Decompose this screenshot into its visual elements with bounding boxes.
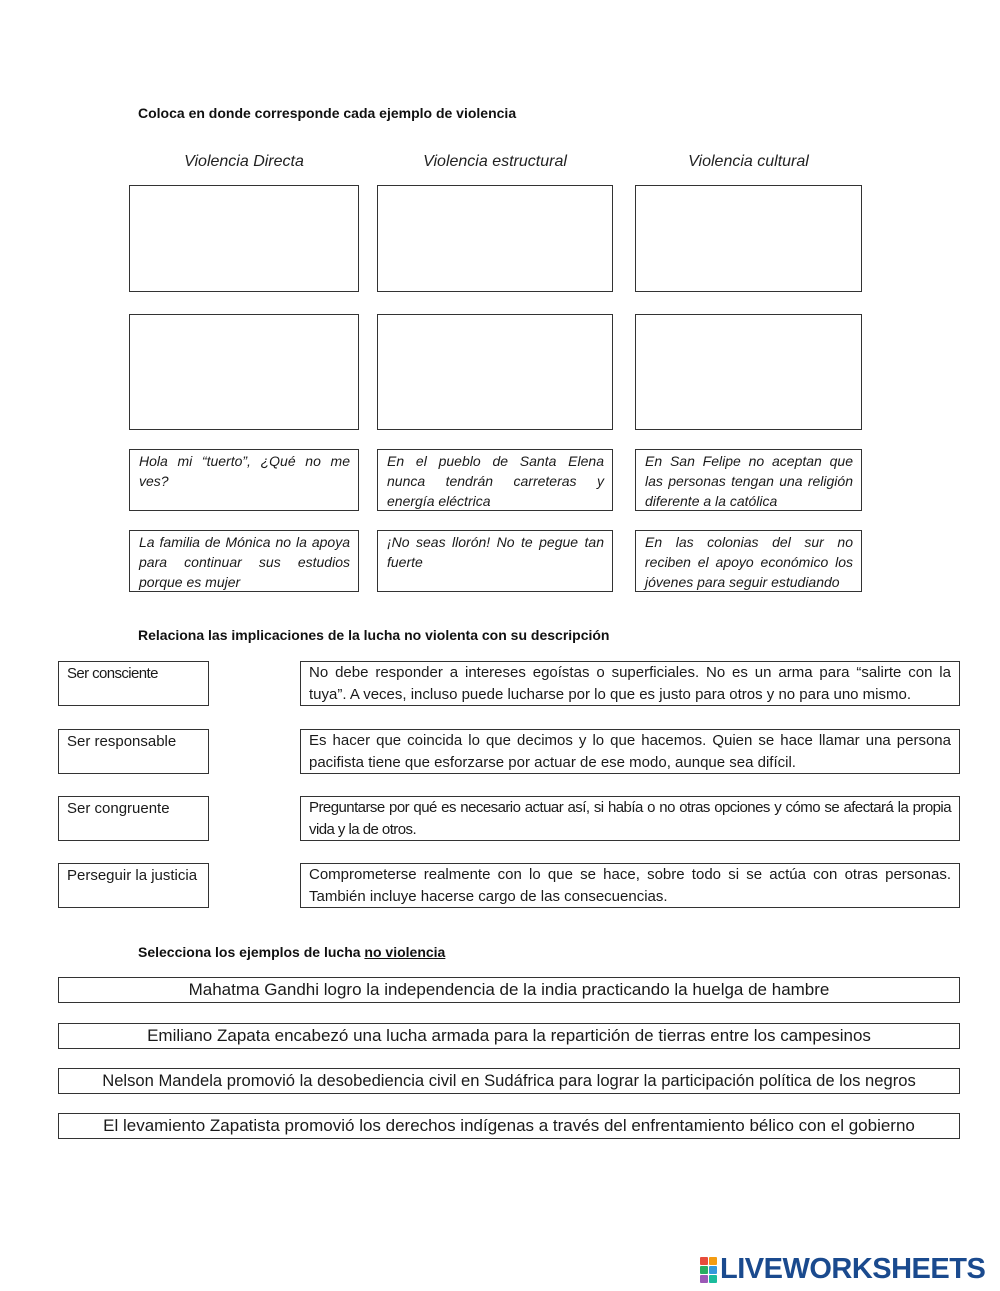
draggable-card[interactable]: En San Felipe no aceptan que las personas tengan una religión diferente a la católica <box>635 449 862 511</box>
logo-icon <box>700 1257 717 1283</box>
select-title-underlined: no violencia <box>364 944 446 960</box>
column-header-structural: Violencia estructural <box>423 153 567 170</box>
logo-square <box>709 1257 717 1265</box>
match-term-responsible[interactable]: Ser responsable <box>58 729 209 774</box>
select-option[interactable]: Emiliano Zapata encabezó una lucha armada para la repartición de tierras entre los campesinos <box>58 1023 960 1049</box>
match-term-justice[interactable]: Perseguir la justicia <box>58 863 209 908</box>
column-header-direct: Violencia Directa <box>184 153 304 170</box>
match-description[interactable]: Comprometerse realmente con lo que se hace, sobre todo si se actúa con otras personas. También incluye hacerse cargo de las consecuencias. <box>300 863 960 908</box>
select-option[interactable]: El levamiento Zapatista promovió los derechos indígenas a través del enfrentamiento bélico con el gobierno <box>58 1113 960 1139</box>
draggable-card[interactable]: La familia de Mónica no la apoya para continuar sus estudios porque es mujer <box>129 530 359 592</box>
column-header-cultural: Violencia cultural <box>688 153 809 170</box>
logo-square <box>709 1275 717 1283</box>
logo-square <box>709 1266 717 1274</box>
drop-zone-cultural-2[interactable] <box>635 314 862 430</box>
draggable-card[interactable]: En el pueblo de Santa Elena nunca tendrán carreteras y energía eléctrica <box>377 449 613 511</box>
select-option[interactable]: Mahatma Gandhi logro la independencia de la india practicando la huelga de hambre <box>58 977 960 1003</box>
section-matching-title: Relaciona las implicaciones de la lucha no violenta con su descripción <box>138 627 610 643</box>
drop-zone-structural-2[interactable] <box>377 314 613 430</box>
section-select-title <box>138 944 445 960</box>
logo-square <box>700 1266 708 1274</box>
drop-zone-structural-1[interactable] <box>377 185 613 292</box>
draggable-card[interactable]: Hola mi “tuerto”, ¿Qué no me ves? <box>129 449 359 511</box>
logo-square <box>700 1275 708 1283</box>
draggable-card[interactable]: ¡No seas llorón! No te pegue tan fuerte <box>377 530 613 592</box>
match-term-conscious[interactable]: Ser consciente <box>58 661 209 706</box>
logo-text: LIVEWORKSHEETS <box>720 1253 986 1285</box>
liveworksheets-logo <box>700 1253 985 1286</box>
select-title-prefix: Selecciona los ejemplos de lucha <box>138 944 365 960</box>
section-violence-title: Coloca en donde corresponde cada ejemplo de violencia <box>138 105 517 121</box>
match-description[interactable]: Es hacer que coincida lo que decimos y lo que hacemos. Quien se hace llamar una persona pacifista tiene que esforzarse por actuar de ese modo, aunque sea difícil. <box>300 729 960 774</box>
logo-square <box>700 1257 708 1265</box>
select-option[interactable]: Nelson Mandela promovió la desobediencia civil en Sudáfrica para lograr la participación política de los negros <box>58 1068 960 1094</box>
drop-zone-cultural-1[interactable] <box>635 185 862 292</box>
match-description[interactable]: No debe responder a intereses egoístas o superficiales. No es un arma para “salirte con la tuya”. A veces, incluso puede lucharse por lo que es justo para otros y no para uno mismo. <box>300 661 960 706</box>
drop-zone-direct-1[interactable] <box>129 185 359 292</box>
match-description[interactable]: Preguntarse por qué es necesario actuar así, si había o no otras opciones y cómo se afectará la propia vida y la de otros. <box>300 796 960 841</box>
drop-zone-direct-2[interactable] <box>129 314 359 430</box>
match-term-congruent[interactable]: Ser congruente <box>58 796 209 841</box>
draggable-card[interactable]: En las colonias del sur no reciben el apoyo económico los jóvenes para seguir estudiando <box>635 530 862 592</box>
